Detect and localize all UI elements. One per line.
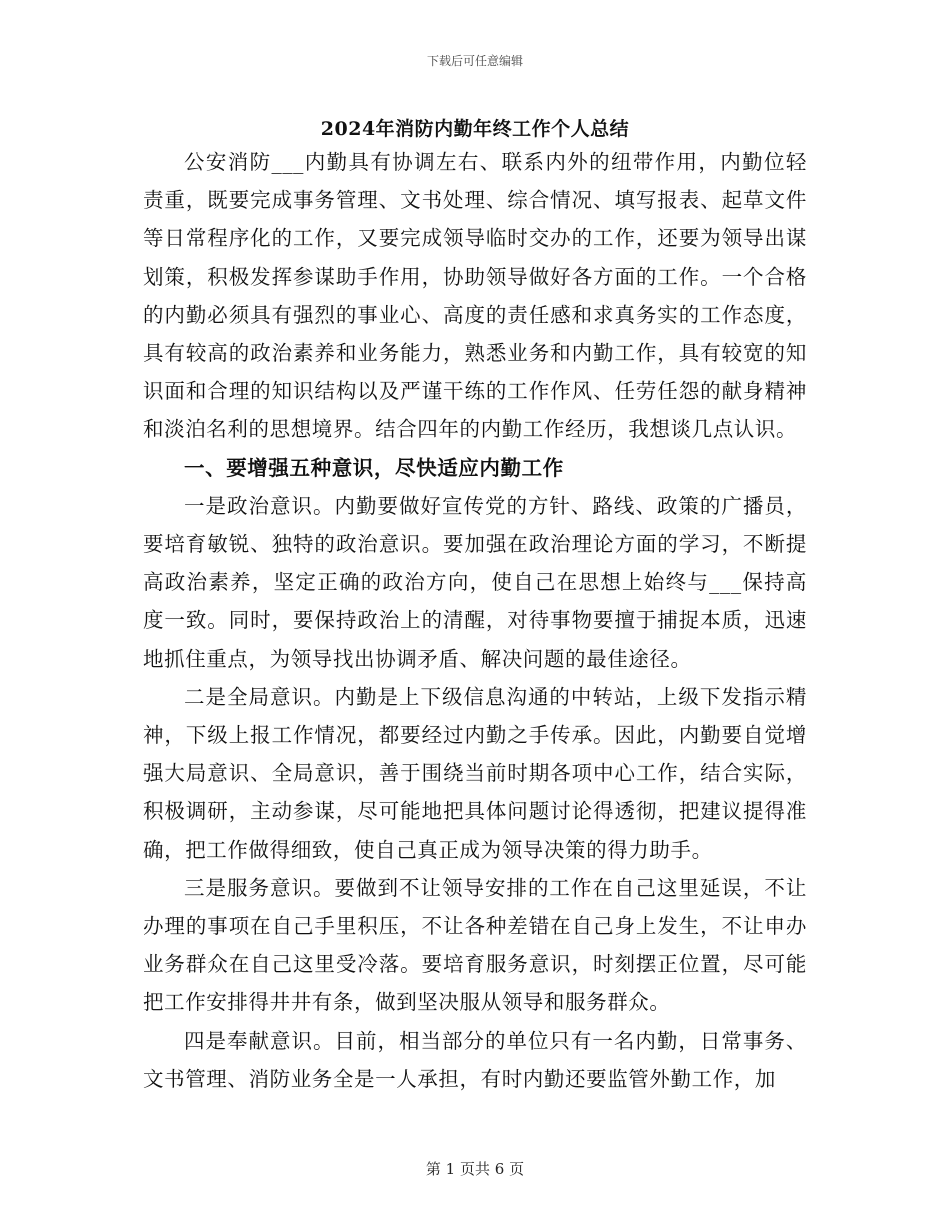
dedication-awareness-paragraph: 四是奉献意识。目前，相当部分的单位只有一名内勤，日常事务、文书管理、消防业务全是一人承担，有时内勤还要监管外勤工作，加 bbox=[143, 1028, 807, 1091]
section-heading: 一、要增强五种意识，尽快适应内勤工作 bbox=[184, 455, 564, 480]
page-footer: 第 1 页共 6 页 bbox=[425, 1160, 525, 1178]
political-awareness-paragraph: 一是政治意识。内勤要做好宣传党的方针、路线、政策的广播员，要培育敏锐、独特的政治意识。要加强在政治理论方面的学习，不断提高政治素养，坚定正确的政治方向，使自己在思想上始终与___保持高度一致。同时，要保持政治上的清醒，对待事物要擅于捕捉本质，迅速地抓住重点，为领导找出协调矛盾、解决问题的最佳途径。 bbox=[143, 493, 807, 671]
document-body bbox=[143, 143, 807, 1098]
overall-awareness-paragraph: 二是全局意识。内勤是上下级信息沟通的中转站，上级下发指示精神，下级上报工作情况，都要经过内勤之手传承。因此，内勤要自觉增强大局意识、全局意识，善于围绕当前时期各项中心工作，结合实际，积极调研，主动参谋，尽可能地把具体问题讨论得透彻，把建议提得准确，把工作做得细致，使自己真正成为领导决策的得力助手。 bbox=[143, 684, 807, 862]
header-note: 下载后可任意编辑 bbox=[426, 54, 523, 68]
intro-paragraph: 公安消防___内勤具有协调左右、联系内外的纽带作用，内勤位轻责重，既要完成事务管理、文书处理、综合情况、填写报表、起草文件等日常程序化的工作，又要完成领导临时交办的工作，还要为领导出谋划策，积极发挥参谋助手作用，协助领导做好各方面的工作。一个合格的内勤必须具有强烈的事业心、高度的责任感和求真务实的工作态度，具有较高的政治素养和业务能力，熟悉业务和内勤工作，具有较宽的知识面和合理的知识结构以及严谨干练的工作作风、任劳任怨的献身精神和淡泊名利的思想境界。结合四年的内勤工作经历，我想谈几点认识。 bbox=[143, 150, 807, 442]
service-awareness-paragraph: 三是服务意识。要做到不让领导安排的工作在自己这里延误，不让办理的事项在自己手里积压，不让各种差错在自己身上发生，不让申办业务群众在自己这里受冷落。要培育服务意识，时刻摆正位置，尽可能把工作安排得井井有条，做到坚决服从领导和服务群众。 bbox=[143, 875, 807, 1015]
document-title: 2024年消防内勤年终工作个人总结 bbox=[320, 118, 630, 140]
